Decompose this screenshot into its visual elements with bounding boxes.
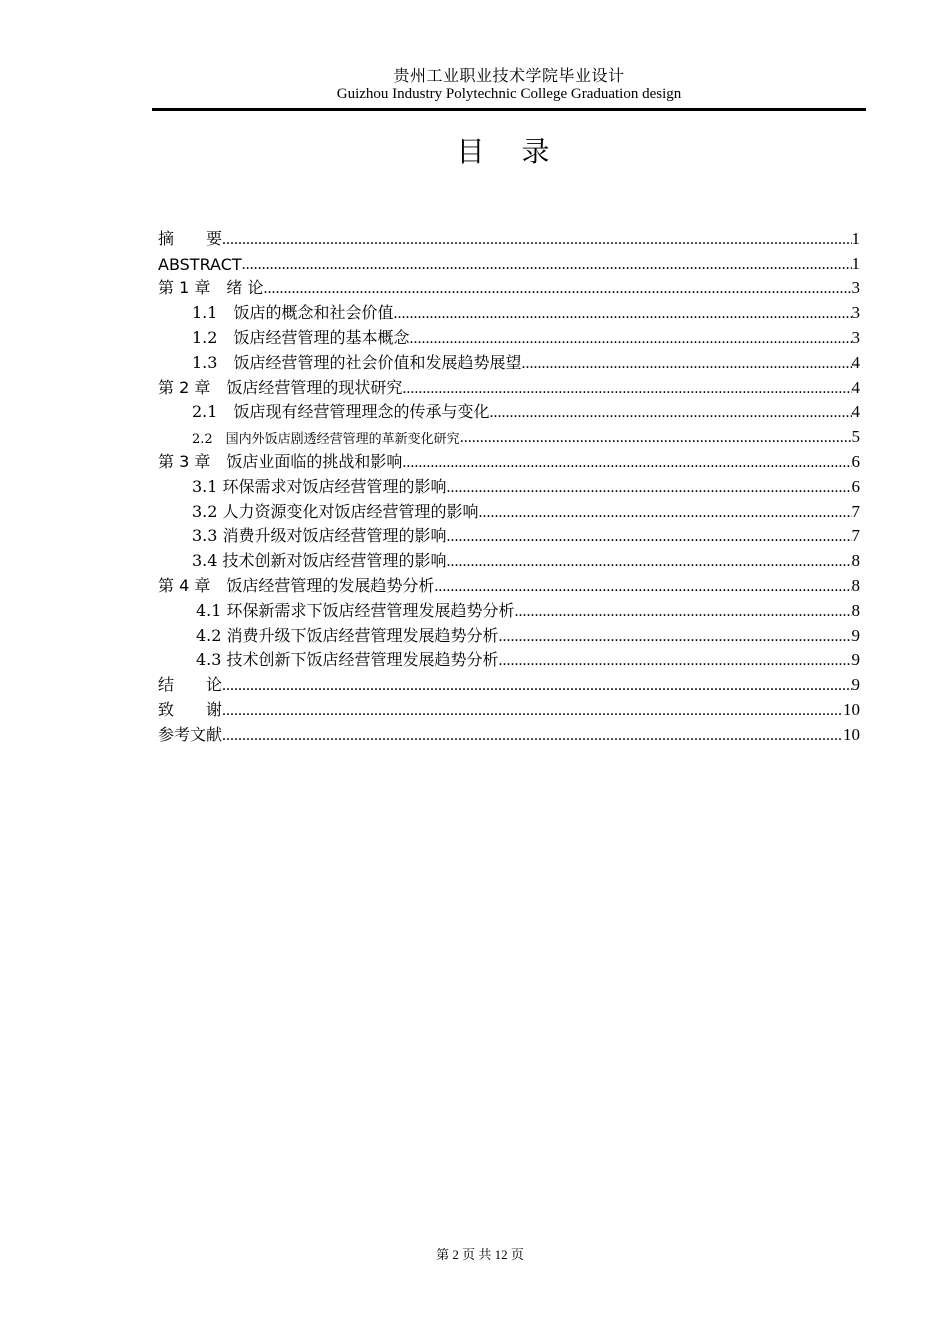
toc-entry[interactable] bbox=[158, 497, 860, 522]
toc-entry-page-number: 5 bbox=[851, 427, 860, 447]
toc-entry-label: 3.3 消费升级对饭店经营管理的影响 bbox=[192, 526, 447, 546]
page-header bbox=[152, 66, 866, 102]
toc-entry[interactable] bbox=[158, 472, 860, 497]
toc-entry-page-number: 9 bbox=[851, 625, 860, 645]
toc-dot-leader bbox=[479, 504, 852, 522]
toc-dot-leader bbox=[515, 603, 852, 621]
toc-dot-leader bbox=[409, 330, 851, 348]
toc-dot-leader bbox=[499, 628, 852, 646]
toc-entry[interactable] bbox=[158, 447, 860, 472]
toc-dot-leader bbox=[242, 256, 852, 274]
toc-entry-page-number: 8 bbox=[851, 600, 860, 620]
toc-entry-label: 2.2 国内外饭店剧透经营管理的革新变化研究 bbox=[192, 432, 460, 448]
toc-dot-leader bbox=[222, 702, 843, 720]
toc-entry[interactable] bbox=[158, 546, 860, 571]
toc-entry[interactable] bbox=[158, 249, 860, 274]
page-title: 目 录 bbox=[456, 135, 564, 168]
table-of-contents bbox=[158, 224, 860, 745]
toc-entry-page-number: 8 bbox=[851, 551, 860, 571]
toc-entry-page-number: 8 bbox=[851, 575, 860, 595]
toc-entry-page-number: 7 bbox=[851, 501, 860, 521]
toc-entry[interactable] bbox=[158, 373, 860, 398]
toc-entry[interactable] bbox=[158, 274, 860, 299]
toc-entry-page-number: 9 bbox=[851, 675, 860, 695]
toc-entry-label: 3.2 人力资源变化对饭店经营管理的影响 bbox=[192, 501, 479, 521]
toc-entry-page-number: 3 bbox=[851, 327, 860, 347]
toc-dot-leader bbox=[447, 528, 852, 546]
toc-entry-label: 摘 要 bbox=[158, 228, 223, 248]
toc-dot-leader bbox=[222, 231, 851, 249]
toc-dot-leader bbox=[402, 454, 851, 472]
toc-entry-label: 第 1 章 绪 论 bbox=[158, 278, 264, 298]
toc-entry-label: 第 3 章 饭店业面临的挑战和影响 bbox=[158, 451, 403, 471]
toc-entry-page-number: 3 bbox=[851, 278, 860, 298]
toc-entry-page-number: 3 bbox=[851, 303, 860, 323]
toc-entry-label: 参考文献 bbox=[158, 724, 223, 744]
toc-entry-page-number: 6 bbox=[851, 451, 860, 471]
toc-entry-label: 1.1 饭店的概念和社会价值 bbox=[192, 303, 394, 323]
toc-dot-leader bbox=[222, 727, 843, 745]
toc-dot-leader bbox=[402, 380, 851, 398]
toc-entry-label: 3.1 环保需求对饭店经营管理的影响 bbox=[192, 476, 447, 496]
toc-entry-page-number: 4 bbox=[851, 402, 860, 422]
toc-entry[interactable] bbox=[158, 298, 860, 323]
page-footer: 第 2 页 共 12 页 bbox=[436, 1247, 524, 1262]
toc-entry-label: 第 4 章 饭店经营管理的发展趋势分析 bbox=[158, 575, 435, 595]
toc-dot-leader bbox=[393, 305, 851, 323]
toc-entry[interactable] bbox=[158, 398, 860, 423]
toc-entry-page-number: 1 bbox=[851, 228, 860, 248]
toc-dot-leader bbox=[521, 355, 851, 373]
toc-entry-label: 结 论 bbox=[158, 675, 223, 695]
toc-entry-label: 4.2 消费升级下饭店经营管理发展趋势分析 bbox=[196, 625, 499, 645]
toc-entry-page-number: 10 bbox=[843, 699, 860, 719]
toc-dot-leader bbox=[434, 578, 851, 596]
toc-entry-label: 1.3 饭店经营管理的社会价值和发展趋势展望 bbox=[192, 352, 522, 372]
header-title-en: Guizhou Industry Polytechnic College Graduation design bbox=[336, 86, 682, 102]
toc-entry[interactable] bbox=[158, 670, 860, 695]
toc-entry[interactable] bbox=[158, 422, 860, 447]
toc-entry-label: 4.1 环保新需求下饭店经营管理发展趋势分析 bbox=[196, 600, 515, 620]
toc-entry-label: 4.3 技术创新下饭店经营管理发展趋势分析 bbox=[196, 650, 499, 670]
toc-entry[interactable] bbox=[158, 571, 860, 596]
toc-entry[interactable] bbox=[158, 348, 860, 373]
toc-dot-leader bbox=[447, 553, 852, 571]
toc-entry[interactable] bbox=[158, 695, 860, 720]
toc-entry-label: 致 谢 bbox=[158, 699, 223, 719]
toc-dot-leader bbox=[263, 280, 851, 298]
header-divider bbox=[152, 108, 866, 111]
toc-entry-page-number: 9 bbox=[851, 650, 860, 670]
toc-dot-leader bbox=[489, 404, 851, 422]
toc-entry[interactable] bbox=[158, 522, 860, 547]
toc-entry[interactable] bbox=[158, 621, 860, 646]
toc-entry-page-number: 4 bbox=[851, 352, 860, 372]
toc-entry-label: 2.1 饭店现有经营管理理念的传承与变化 bbox=[192, 402, 490, 422]
toc-entry[interactable] bbox=[158, 224, 860, 249]
toc-entry-label: 第 2 章 饭店经营管理的现状研究 bbox=[158, 377, 403, 397]
toc-entry-label: 1.2 饭店经营管理的基本概念 bbox=[192, 327, 410, 347]
toc-dot-leader bbox=[222, 677, 851, 695]
toc-entry-page-number: 10 bbox=[843, 724, 860, 744]
toc-entry-label: ABSTRACT bbox=[158, 254, 242, 274]
toc-entry-label: 3.4 技术创新对饭店经营管理的影响 bbox=[192, 551, 447, 571]
header-title-cn: 贵州工业职业技术学院毕业设计 bbox=[393, 66, 625, 85]
toc-entry-page-number: 7 bbox=[851, 526, 860, 546]
toc-dot-leader bbox=[460, 429, 852, 447]
toc-dot-leader bbox=[447, 479, 852, 497]
toc-entry[interactable] bbox=[158, 720, 860, 745]
toc-entry-page-number: 4 bbox=[851, 377, 860, 397]
toc-entry[interactable] bbox=[158, 323, 860, 348]
toc-entry[interactable] bbox=[158, 646, 860, 671]
toc-entry-page-number: 1 bbox=[851, 253, 860, 273]
toc-dot-leader bbox=[499, 652, 852, 670]
toc-entry-page-number: 6 bbox=[851, 476, 860, 496]
toc-entry[interactable] bbox=[158, 596, 860, 621]
